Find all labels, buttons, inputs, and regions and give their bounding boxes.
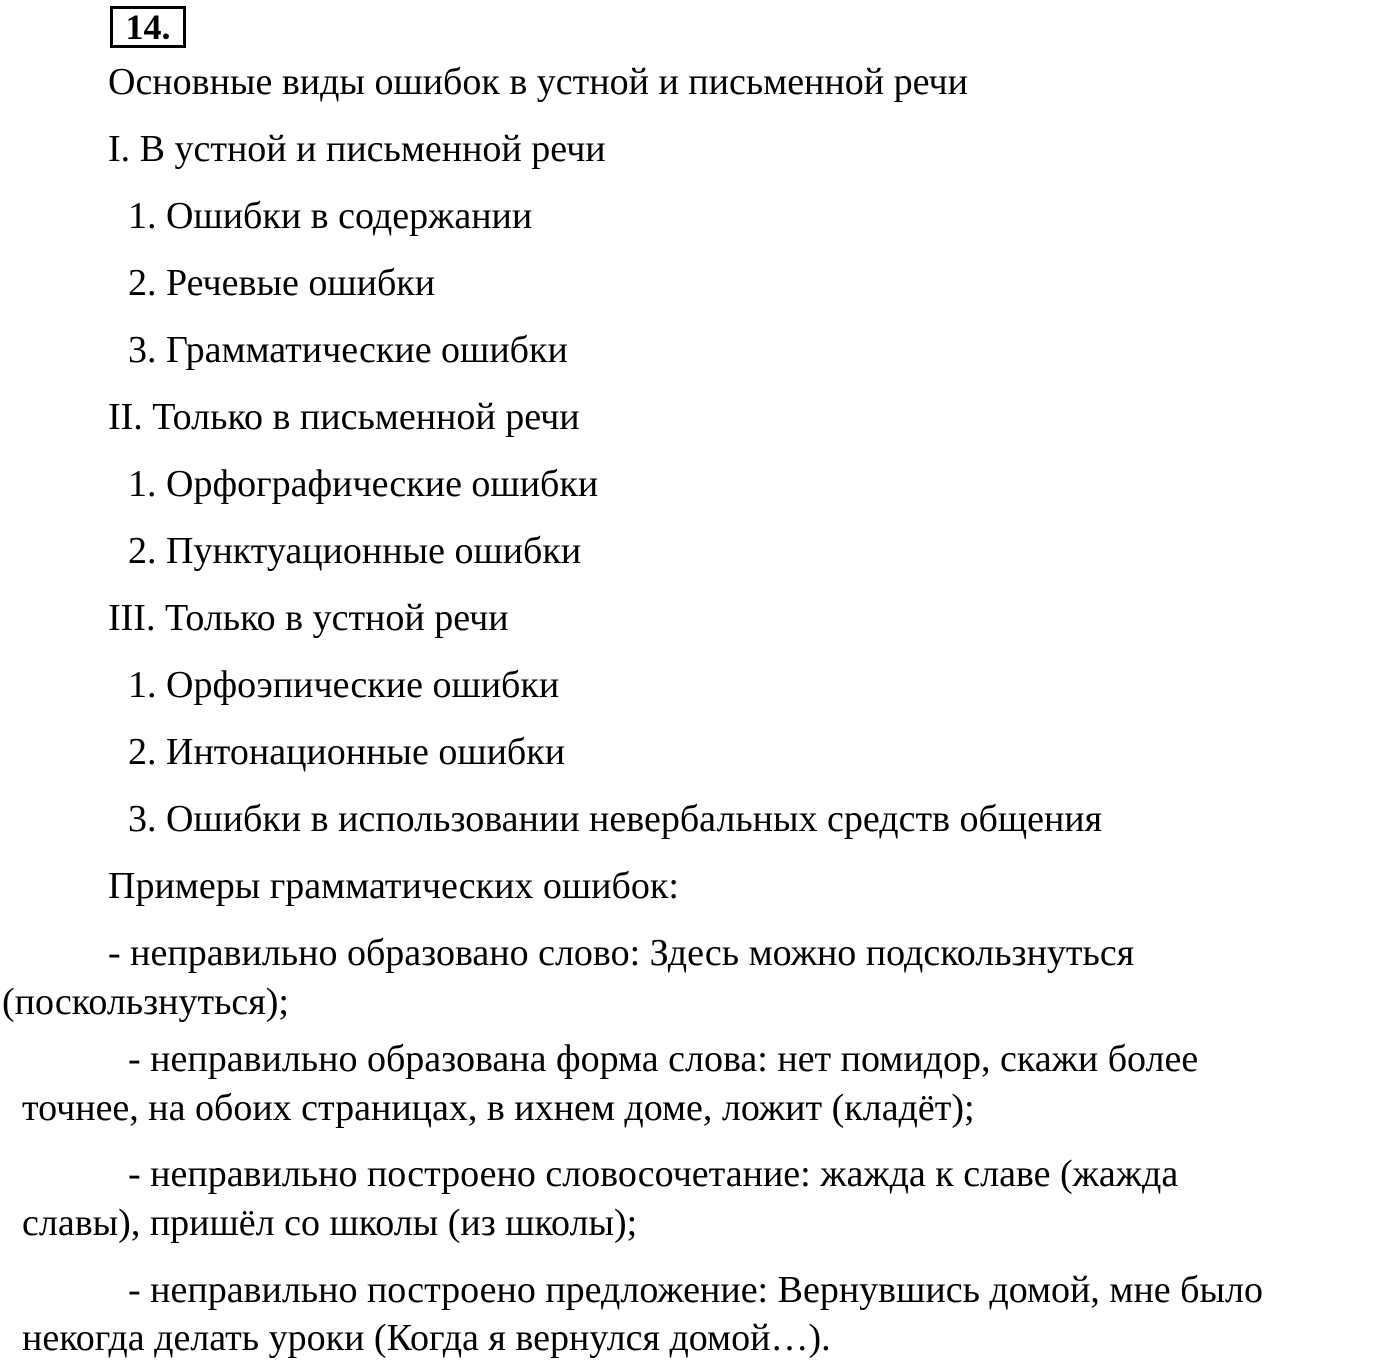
example-line: - неправильно построено словосочетание: жажда к славе (жажда <box>128 1153 1179 1195</box>
example-line: точнее, на обоих страницах, в ихнем доме, ложит (кладёт); <box>22 1087 975 1129</box>
section-heading-1: I. В устной и письменной речи <box>108 128 606 170</box>
example-line: - неправильно образована форма слова: нет помидор, скажи более <box>128 1038 1199 1080</box>
section-heading-2: II. Только в письменной речи <box>108 396 580 438</box>
list-item: 2. Речевые ошибки <box>128 262 436 304</box>
list-item: 1. Орфографические ошибки <box>128 463 599 505</box>
example-line: - неправильно образовано слово: Здесь можно подскользнуться <box>108 932 1135 974</box>
list-item: 3. Ошибки в использовании невербальных средств общения <box>128 798 1103 840</box>
list-item: 2. Интонационные ошибки <box>128 731 566 773</box>
example-line: славы), пришёл со школы (из школы); <box>22 1202 638 1244</box>
list-item: 2. Пунктуационные ошибки <box>128 530 582 572</box>
example-line: (поскользнуться); <box>2 981 289 1023</box>
examples-heading: Примеры грамматических ошибок: <box>108 865 679 907</box>
section-heading-3: III. Только в устной речи <box>108 597 509 639</box>
example-line: - неправильно построено предложение: Вернувшись домой, мне было <box>128 1269 1263 1311</box>
list-item: 3. Грамматические ошибки <box>128 329 568 371</box>
document-title: Основные виды ошибок в устной и письменной речи <box>108 61 968 103</box>
task-number: 14. <box>110 6 186 48</box>
example-line: некогда делать уроки (Когда я вернулся домой…). <box>22 1317 831 1359</box>
list-item: 1. Орфоэпические ошибки <box>128 664 560 706</box>
list-item: 1. Ошибки в содержании <box>128 195 533 237</box>
